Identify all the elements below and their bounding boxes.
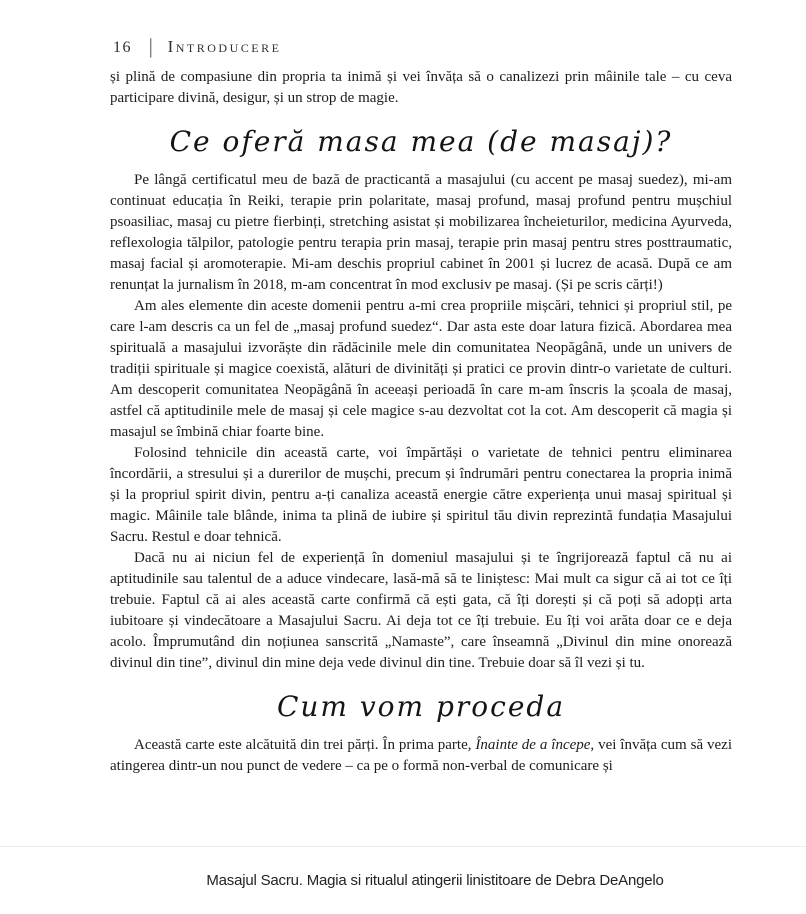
header-separator: | (149, 34, 153, 58)
paragraph: Pe lângă certificatul meu de bază de practicantă a masajului (cu accent pe masaj suedez), mi-am continuat educația în Reiki, terapie prin polaritate, masaj profund, masaj profund pentru mușchiul psoasiliac, masaj cu pietre fierbinți, stretching asistat și mobilizarea încheieturilor, medicina Ayurveda, reflexologia tălpilor, patologie pentru terapia prin masaj, terapie prin masaj pentru stres posttraumatic, masaj facial și aromoterapie. Mi-am deschis propriul cabinet în 2001 și lucrez de acasă. După ce am renunțat la jurnalism în 2018, m-am concentrat în mod exclusiv pe masaj. (Și pe scris cărți!) (110, 172, 732, 293)
paragraph: Dacă nu ai niciun fel de experiență în domeniul masajului și te îngrijorează faptul că nu ai aptitudinile sau talentul de a aduce vindecare, lasă-mă să te liniștesc: Mai mult ca sigur că ai tot ce îți trebuie. Faptul că ai ales această carte confirmă că ești gata, că îți dorești și că poți să adopți arta iubitoare și vindecătoare a Masajului Sacru. Ai deja tot ce îți trebuie. Eu îți voi arăta doar ce e deja acolo. Împrumutând din noțiunea sanscrită „Namaste”, care înseamnă „Divinul din mine onorează divinul din tine”, divinul din mine deja vede divinul din tine. Trebuie doar să îl vezi și tu. (110, 550, 732, 671)
book-caption: Masajul Sacru. Magia si ritualul atingerii linistitoare de Debra DeAngelo (206, 872, 664, 889)
chapter-title: Introducere (167, 37, 282, 56)
page-number: 16 (113, 39, 132, 56)
page-header (113, 36, 732, 57)
paragraph: Am ales elemente din aceste domenii pentru a-mi crea propriile mișcări, tehnici și propriul stil, pe care l-am descris ca un fel de „masaj profund suedez“. Dar asta este doar latura fizică. Abordarea mea spirituală a masajului izvorăște din rădăcinile mele din comunitatea Neopăgână, unde un univers de tradiții spirituale și magice coexistă, alături de divinități și pratici ce provin dintr-o varietate de culturi. Am descoperit comunitatea Neopăgână în aceeași perioadă în care m-am înscris la școala de masaj, astfel că aptitudinile mele de masaj și cele magice s-au dezvoltat cot la cot. Am descoperit că magia și masajul se îmbină chiar foarte bine. (110, 298, 732, 440)
paragraph: Folosind tehnicile din această carte, voi împărtăși o varietate de tehnici pentru eliminarea încordării, a stresului și a durerilor de mușchi, precum și îndrumări pentru conectarea la propria inimă și la propriul spirit divin, pentru a-ți canaliza această energie către experiența unui masaj spiritual și magic. Mâinile tale blânde, inima ta plină de iubire și spiritul tău divin reprezintă fundația Masajului Sacru. Restul e doar tehnică. (110, 445, 732, 545)
page-body (110, 67, 732, 777)
paragraph: Această carte este alcătuită din trei părți. În prima parte, Înainte de a începe, vei învăța cum să vezi atingerea dintr-un nou punct de vedere – ca pe o formă non-verbal de comunicare și (110, 737, 732, 774)
paragraph: și plină de compasiune din propria ta inimă și vei învăța să o canalizezi prin mâinile tale – cu ceva participare divină, desigur, și un strop de magie. (110, 69, 732, 106)
page-footer (0, 846, 806, 914)
section-heading: Cum vom proceda (276, 690, 566, 723)
section-heading: Ce oferă masa mea (de masaj)? (169, 125, 673, 158)
